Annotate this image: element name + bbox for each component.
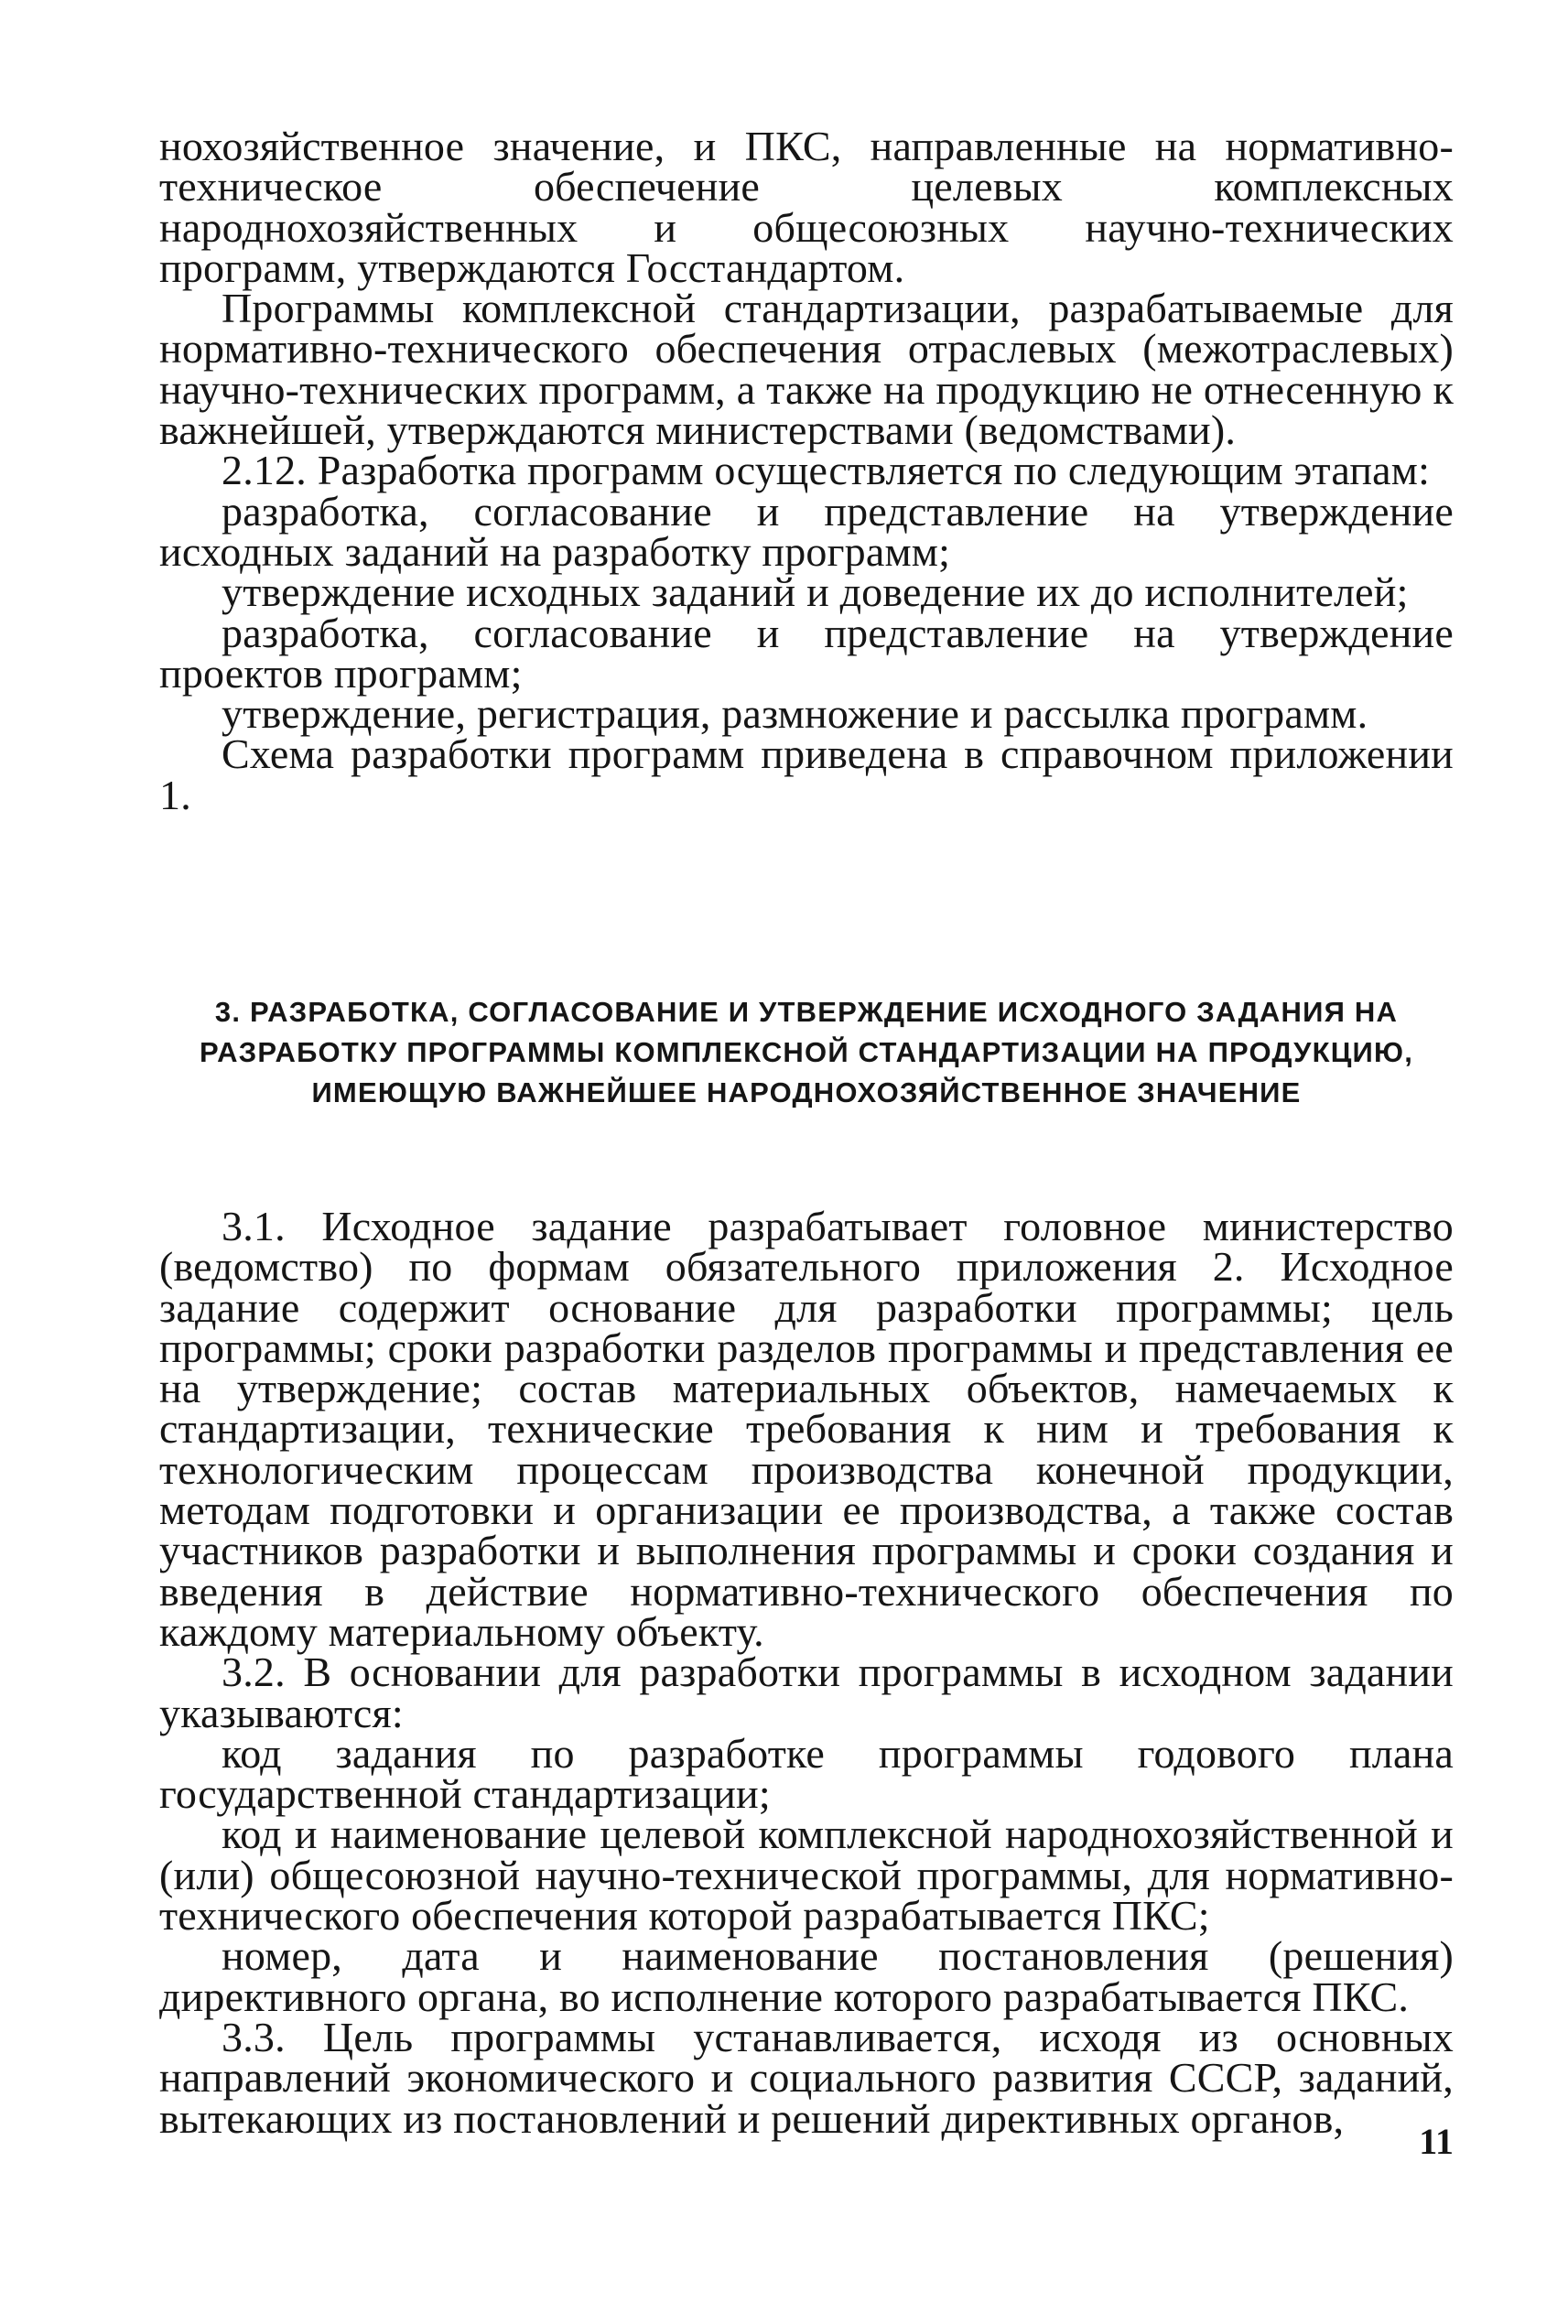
stage-item-1: разработка, согласование и представление на утверждение исходных заданий на разработку программ; <box>159 487 1454 575</box>
stage-item-2: утверждение исходных заданий и доведение их до исполнителей; <box>222 568 1409 616</box>
stage-item-4: утверждение, регистрация, размножение и рассылка программ. <box>222 690 1368 738</box>
basis-item-1: код задания по разработке программы годового плана государственной стандартизации; <box>159 1729 1454 1818</box>
paragraph-continuation: нохозяйственное значение, и ПКС, направленные на нормативно-техническое обеспечение целевых комплексных народнохозяйственных и общесоюзных научно-технических программ, утверждаются Госстандартом. <box>159 123 1454 291</box>
page-top-text <box>159 123 1454 818</box>
stage-item-3: разработка, согласование и представление на утверждение проектов программ; <box>159 609 1454 697</box>
paragraph-scheme-reference: Схема разработки программ приведена в справочном приложении 1. <box>159 730 1454 818</box>
basis-item-3: номер, дата и наименование постановления (решения) директивного органа, во исполнение которого разрабатывается ПКС. <box>159 1932 1454 2020</box>
paragraph-3-3: 3.3. Цель программы устанавливается, исходя из основных направлений экономического и социального развития СССР, заданий, вытекающих из постановлений и решений директивных органов, <box>159 2013 1454 2142</box>
page-number: 11 <box>1419 2121 1454 2162</box>
basis-item-2: код и наименование целевой комплексной народнохозяйственной и (или) общесоюзной научно-технической программы, для нормативно-технического обеспечения которой разрабатывается ПКС; <box>159 1811 1454 1940</box>
section-3-heading: 3. РАЗРАБОТКА, СОГЛАСОВАНИЕ И УТВЕРЖДЕНИЕ ИСХОДНОГО ЗАДАНИЯ НА РАЗРАБОТКУ ПРОГРАММЫ КОМПЛЕКСНОЙ СТАНДАРТИЗАЦИИ НА ПРОДУКЦИЮ, ИМЕЮЩУЮ ВАЖНЕЙШЕЕ НАРОДНОХОЗЯЙСТВЕННОЕ ЗНАЧЕНИЕ <box>199 996 1414 1108</box>
paragraph-programs-approval: Программы комплексной стандартизации, разрабатываемые для нормативно-технического обеспечения отраслевых (межотраслевых) научно-технических программ, а также на продукцию не отнесенную к важнейшей, утверждаются министерствами (ведомствами). <box>159 285 1454 454</box>
paragraph-3-2: 3.2. В основании для разработки программы в исходном задании указываются: <box>159 1648 1454 1736</box>
paragraph-3-1: 3.1. Исходное задание разрабатывает головное министерство (ведомство) по формам обязательного приложения 2. Исходное задание содержит основание для разработки программы; цель программы; сроки разработки разделов программы и представления ее на утверждение; состав материальных объектов, намечаемых к стандартизации, технические требования к ним и требования к технологическим процессам производства конечной продукции, методам подготовки и организации ее производства, а также состав участников разработки и выполнения программы и сроки создания и введения в действие нормативно-технического обеспечения по каждому материальному объекту. <box>159 1203 1454 1655</box>
paragraph-2-12: 2.12. Разработка программ осуществляется по следующим этапам: <box>222 447 1431 494</box>
